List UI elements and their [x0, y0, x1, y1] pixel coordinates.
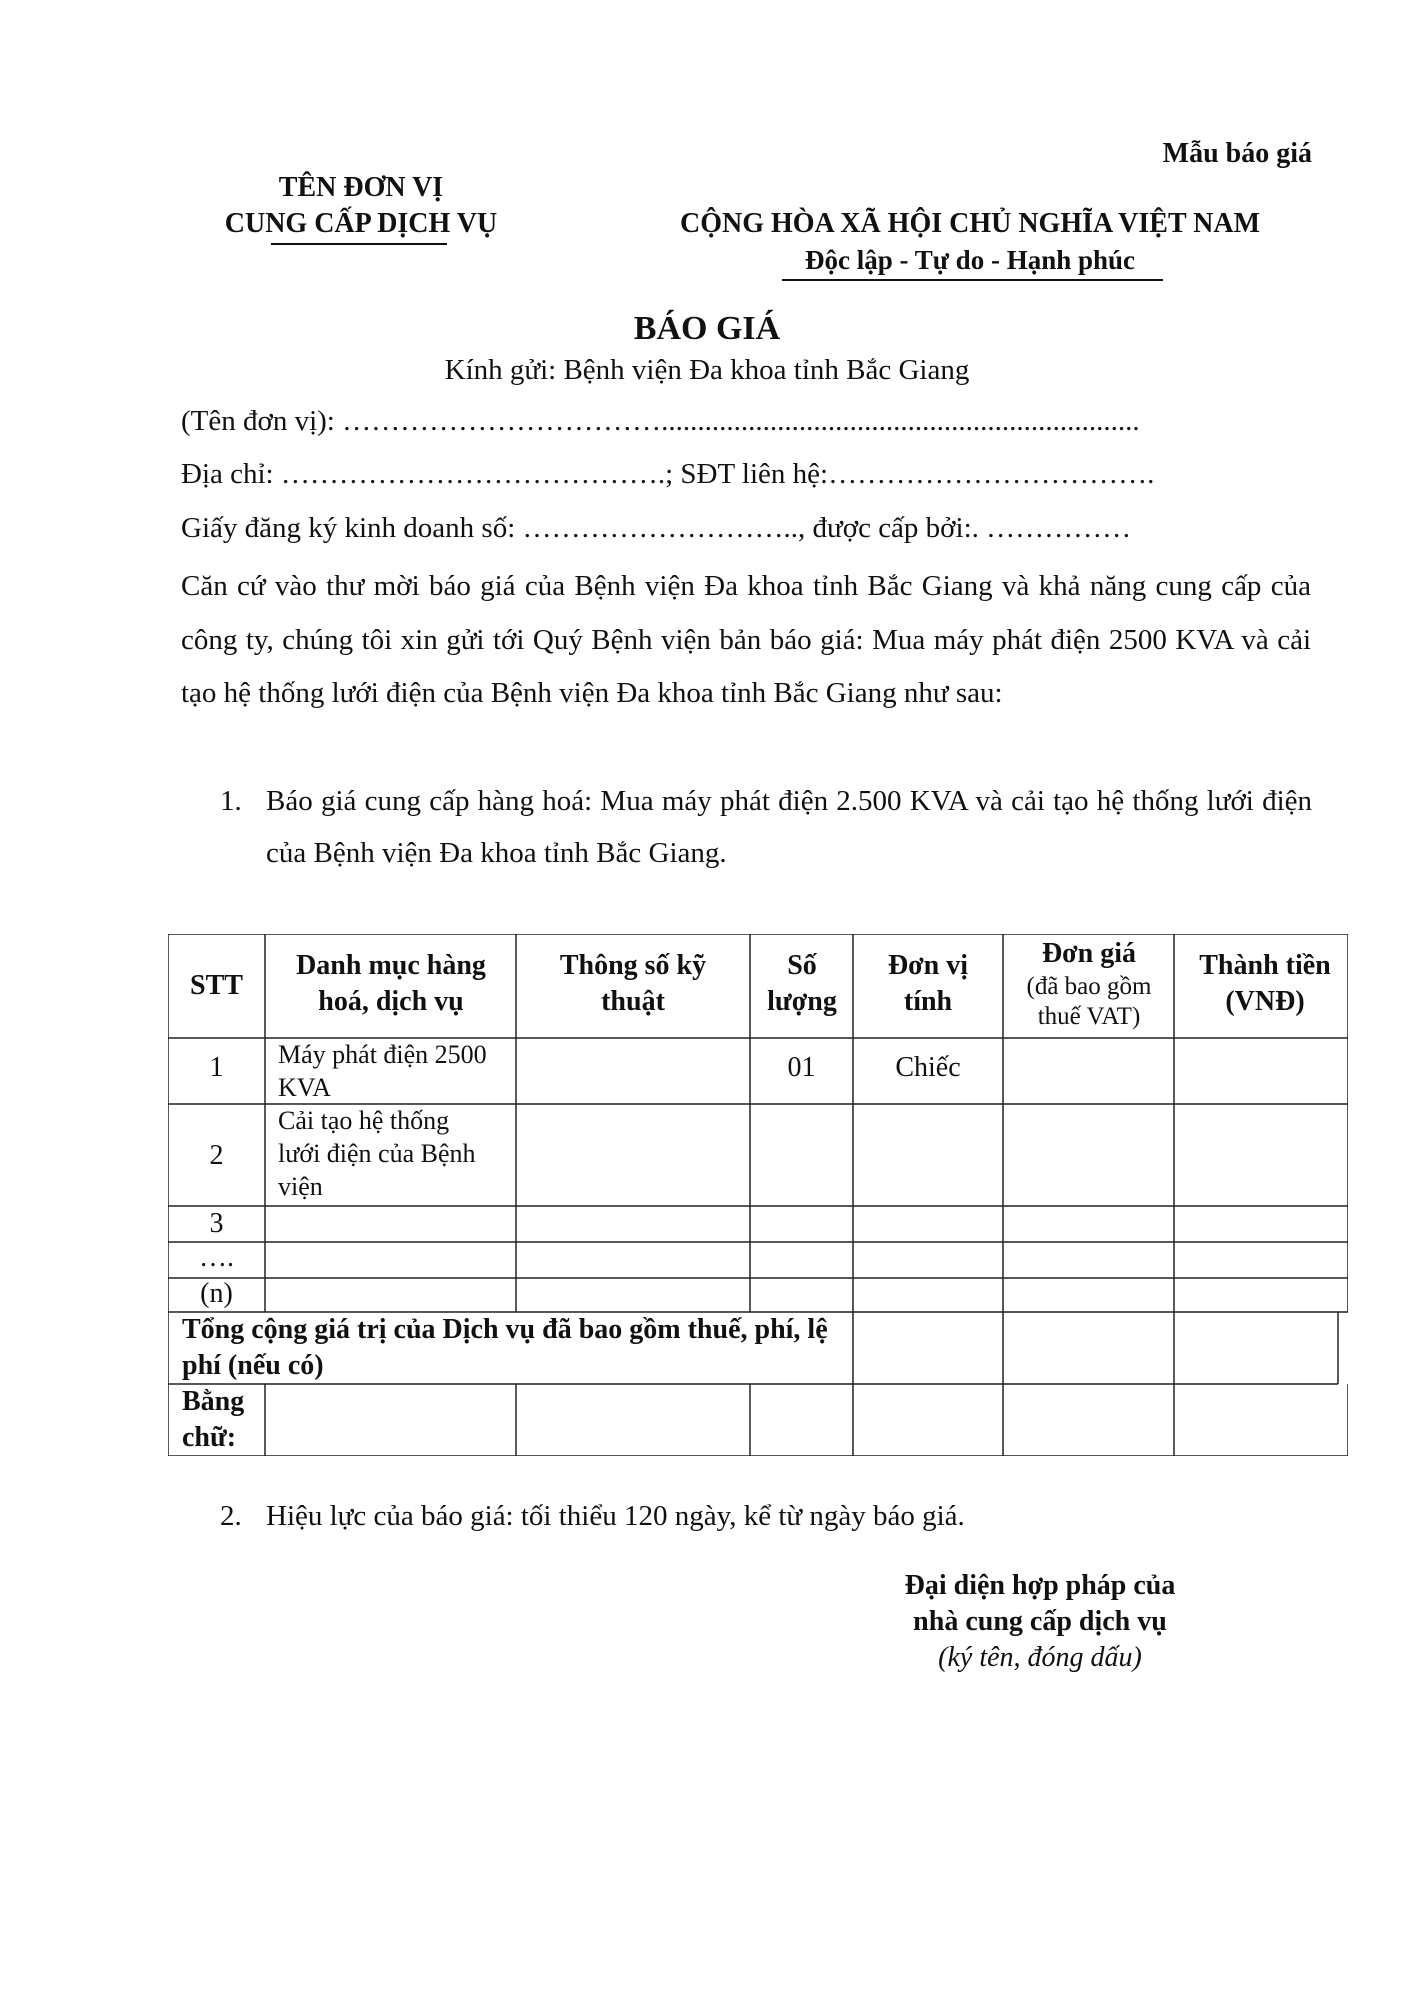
- intro-paragraph: Căn cứ vào thư mời báo giá của Bệnh viện Đa khoa tỉnh Bắc Giang và khả năng cung cấp của công ty, chúng tôi xin gửi tới Quý Bệnh viện bản báo giá: Mua máy phát điện 2500 KVA và cải tạo hệ thống lưới điện của Bệnh viện Đa khoa tỉnh Bắc Giang như sau:: [181, 570, 1311, 709]
- quotation-table: [168, 934, 1348, 1456]
- header-price-note: (đã bao gồm thuế VAT): [1026, 973, 1152, 1030]
- row-1-unit: Chiếc: [895, 1052, 961, 1083]
- motto-underline: [782, 279, 1163, 281]
- row-1-item: Máy phát điện 2500 KVA: [278, 1040, 487, 1102]
- provider-unit-line-1: TÊN ĐƠN VỊ: [278, 172, 444, 203]
- header-unit: Đơn vị tính: [887, 950, 969, 1017]
- row-1-stt: 1: [209, 1052, 224, 1083]
- header-total: Thành tiền (VNĐ): [1199, 950, 1331, 1017]
- provider-unit-heading: [196, 170, 526, 242]
- row-1-qty: 01: [787, 1052, 816, 1083]
- row-ellipsis-stt: ….: [199, 1242, 234, 1273]
- recipient-line: Kính gửi: Bệnh viện Đa khoa tỉnh Bắc Giang: [444, 354, 970, 386]
- numbered-item-2: [220, 1490, 1312, 1542]
- row-2-stt: 2: [209, 1140, 224, 1171]
- document-title: BÁO GIÁ: [633, 310, 781, 347]
- address-field: Địa chỉ: ………………………………….; SĐT liên hệ:…………………………….: [181, 458, 1155, 490]
- form-label: Mẫu báo giá: [1162, 138, 1312, 169]
- unit-name-field: (Tên đơn vị): ……………………………..................................................................: [181, 405, 1140, 437]
- provider-unit-underline: [271, 243, 447, 245]
- item-text: Hiệu lực của báo giá: tối thiểu 120 ngày, kể từ ngày báo giá.: [266, 1500, 965, 1532]
- numbered-item-1: [220, 775, 1312, 879]
- header-price-label: Đơn giá: [1041, 938, 1137, 969]
- row-3-stt: 3: [209, 1208, 224, 1239]
- signature-note: (ký tên, đóng dấu): [938, 1642, 1142, 1673]
- item-number: 2.: [220, 1500, 242, 1532]
- in-words-label: Bằng chữ:: [182, 1386, 245, 1453]
- header-stt: STT: [190, 970, 243, 1001]
- signature-block: [830, 1568, 1250, 1676]
- item-number: 1.: [220, 785, 242, 817]
- item-text: Báo giá cung cấp hàng hoá: Mua máy phát điện 2.500 KVA và cải tạo hệ thống lưới điện của Bệnh viện Đa khoa tỉnh Bắc Giang.: [266, 785, 1312, 869]
- national-heading: [630, 206, 1310, 278]
- business-license-field: Giấy đăng ký kinh doanh số: ……………………….., được cấp bởi:. ……………: [181, 512, 1132, 544]
- signature-line-1: Đại diện hợp pháp của: [904, 1570, 1176, 1601]
- header-price: [1010, 936, 1168, 1032]
- national-motto: Độc lập - Tự do - Hạnh phúc: [804, 245, 1136, 275]
- total-label: Tổng cộng giá trị của Dịch vụ đã bao gồm thuế, phí, lệ phí (nếu có): [182, 1314, 828, 1381]
- nation-name: CỘNG HÒA XÃ HỘI CHỦ NGHĨA VIỆT NAM: [679, 208, 1261, 239]
- signature-line-2: nhà cung cấp dịch vụ: [913, 1606, 1167, 1637]
- header-item: Danh mục hàng hoá, dịch vụ: [296, 950, 486, 1017]
- header-qty: Số lượng: [767, 950, 837, 1017]
- provider-unit-line-2: CUNG CẤP DỊCH VỤ: [224, 208, 498, 239]
- header-spec: Thông số kỹ thuật: [559, 950, 707, 1017]
- row-n-stt: (n): [200, 1278, 233, 1309]
- row-2-item: Cải tạo hệ thống lưới điện của Bệnh viện: [278, 1106, 476, 1201]
